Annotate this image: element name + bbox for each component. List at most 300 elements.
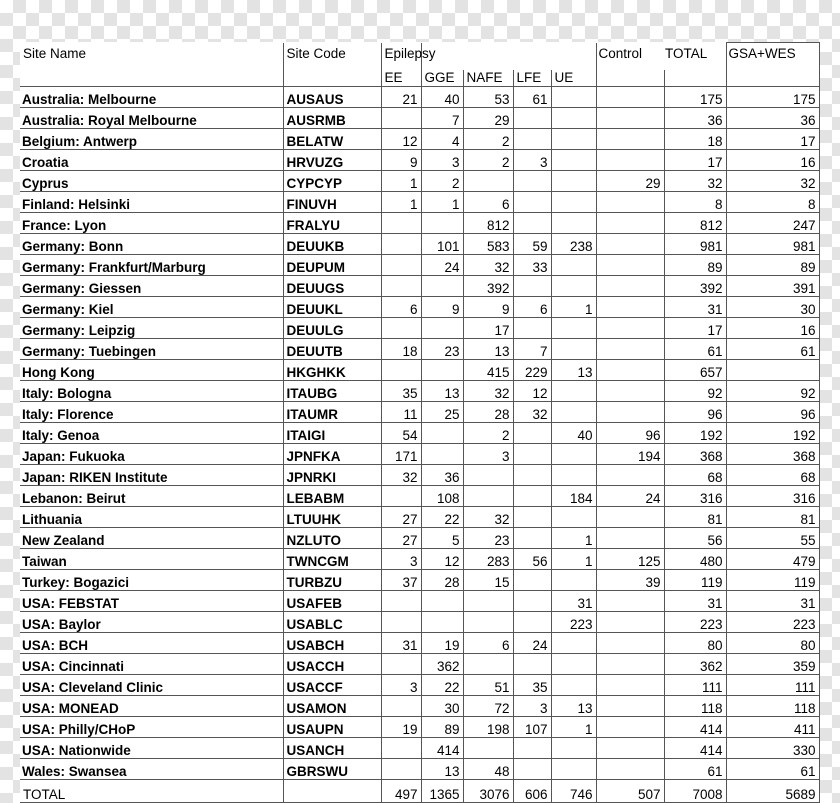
gsa-wes-cell: 32 <box>726 171 819 192</box>
ue-cell <box>551 276 596 297</box>
lfe-cell: 33 <box>513 255 551 276</box>
ue-cell <box>551 402 596 423</box>
header-control: Control <box>598 45 643 61</box>
ee-cell: 171 <box>381 444 421 465</box>
control-cell: 24 <box>596 486 664 507</box>
site-name-cell: Turkey: Bogazici <box>20 570 283 591</box>
ee-cell <box>381 486 421 507</box>
lfe-cell: 3 <box>513 696 551 717</box>
table-row <box>20 108 819 129</box>
control-cell <box>596 276 664 297</box>
table-row <box>20 360 819 381</box>
site-name-cell: Belgium: Antwerp <box>20 129 283 150</box>
sites-table-sheet <box>20 42 819 803</box>
total-cell: 192 <box>664 423 726 444</box>
lfe-cell <box>513 108 551 129</box>
total-cell: 981 <box>664 234 726 255</box>
site-name-cell: Japan: RIKEN Institute <box>20 465 283 486</box>
control-cell <box>596 717 664 738</box>
ue-cell: 1 <box>551 717 596 738</box>
ee-cell <box>381 255 421 276</box>
ue-cell: 31 <box>551 591 596 612</box>
gge-cell: 36 <box>421 465 463 486</box>
table-row <box>20 465 819 486</box>
lfe-cell <box>513 192 551 213</box>
nafe-cell: 23 <box>463 528 513 549</box>
total-cell: 61 <box>664 759 726 780</box>
control-cell <box>596 192 664 213</box>
ee-cell: 32 <box>381 465 421 486</box>
table-row <box>20 591 819 612</box>
nafe-cell: 198 <box>463 717 513 738</box>
nafe-cell: 28 <box>463 402 513 423</box>
ee-cell: 21 <box>381 87 421 108</box>
control-cell <box>596 591 664 612</box>
control-cell <box>596 654 664 675</box>
gsa-wes-cell: 111 <box>726 675 819 696</box>
ue-cell <box>551 171 596 192</box>
site-code-cell: USABLC <box>283 612 381 633</box>
site-code-cell: DEUUKL <box>283 297 381 318</box>
table-row <box>20 507 819 528</box>
ue-cell <box>551 339 596 360</box>
gsa-wes-cell: 92 <box>726 381 819 402</box>
subheader-blank <box>726 70 819 87</box>
subheader-gge: GGE <box>421 70 463 87</box>
ee-cell: 31 <box>381 633 421 654</box>
control-cell <box>596 528 664 549</box>
gge-cell: 1 <box>421 192 463 213</box>
site-code-cell: TURBZU <box>283 570 381 591</box>
ue-cell: 238 <box>551 234 596 255</box>
lfe-cell: 56 <box>513 549 551 570</box>
nafe-cell: 51 <box>463 675 513 696</box>
subheader-row <box>20 70 819 87</box>
site-code-cell: JPNFKA <box>283 444 381 465</box>
gge-cell: 89 <box>421 717 463 738</box>
ee-cell <box>381 759 421 780</box>
total-cell: 31 <box>664 591 726 612</box>
lfe-cell <box>513 465 551 486</box>
control-cell <box>596 612 664 633</box>
table-row <box>20 738 819 759</box>
total-cell: 81 <box>664 507 726 528</box>
gge-cell <box>421 423 463 444</box>
site-code-cell: GBRSWU <box>283 759 381 780</box>
header-gsa-wes: GSA+WES <box>726 43 819 71</box>
control-cell <box>596 213 664 234</box>
ee-cell <box>381 654 421 675</box>
gsa-wes-cell: 68 <box>726 465 819 486</box>
ee-cell <box>381 318 421 339</box>
total-gsa-wes-cell: 5689 <box>726 780 819 803</box>
site-name-cell: Italy: Florence <box>20 402 283 423</box>
lfe-cell <box>513 654 551 675</box>
ue-cell <box>551 633 596 654</box>
ee-cell: 11 <box>381 402 421 423</box>
nafe-cell: 583 <box>463 234 513 255</box>
site-code-cell: HRVUZG <box>283 150 381 171</box>
ue-cell <box>551 465 596 486</box>
gsa-wes-cell <box>726 360 819 381</box>
gge-cell: 30 <box>421 696 463 717</box>
nafe-cell: 32 <box>463 381 513 402</box>
gsa-wes-cell: 80 <box>726 633 819 654</box>
site-code-cell: USANCH <box>283 738 381 759</box>
ue-cell: 1 <box>551 528 596 549</box>
gge-cell: 7 <box>421 108 463 129</box>
lfe-cell: 12 <box>513 381 551 402</box>
total-cell: 223 <box>664 612 726 633</box>
gge-cell: 4 <box>421 129 463 150</box>
total-cell: 17 <box>664 150 726 171</box>
total-gge-cell: 1365 <box>421 780 463 803</box>
site-name-cell: Italy: Genoa <box>20 423 283 444</box>
nafe-cell <box>463 654 513 675</box>
total-cell: 480 <box>664 549 726 570</box>
nafe-cell <box>463 171 513 192</box>
nafe-cell <box>463 612 513 633</box>
gsa-wes-cell: 61 <box>726 759 819 780</box>
total-site-code-cell <box>283 780 381 803</box>
total-control-cell: 507 <box>596 780 664 803</box>
site-name-cell: Cyprus <box>20 171 283 192</box>
header-total: TOTAL <box>664 43 726 71</box>
table-row <box>20 234 819 255</box>
site-code-cell: DEUUTB <box>283 339 381 360</box>
lfe-cell <box>513 570 551 591</box>
site-code-cell: DEUULG <box>283 318 381 339</box>
gsa-wes-cell: 119 <box>726 570 819 591</box>
control-cell <box>596 507 664 528</box>
header-blank <box>513 43 551 71</box>
header-blank <box>463 43 513 71</box>
site-name-cell: Lebanon: Beirut <box>20 486 283 507</box>
ue-cell <box>551 213 596 234</box>
nafe-cell: 17 <box>463 318 513 339</box>
site-code-cell: JPNRKI <box>283 465 381 486</box>
site-name-cell: USA: MONEAD <box>20 696 283 717</box>
site-code-cell: USABCH <box>283 633 381 654</box>
table-row <box>20 381 819 402</box>
gge-cell <box>421 213 463 234</box>
site-name-cell: USA: Philly/CHoP <box>20 717 283 738</box>
ee-cell: 27 <box>381 507 421 528</box>
ue-cell <box>551 675 596 696</box>
total-cell: 368 <box>664 444 726 465</box>
site-name-cell: Australia: Royal Melbourne <box>20 108 283 129</box>
ee-cell <box>381 213 421 234</box>
lfe-cell <box>513 213 551 234</box>
gsa-wes-cell: 368 <box>726 444 819 465</box>
subheader-blank <box>596 70 664 87</box>
table-row <box>20 696 819 717</box>
table-row <box>20 633 819 654</box>
sites-table <box>20 42 820 803</box>
gsa-wes-cell: 61 <box>726 339 819 360</box>
site-code-cell: USACCH <box>283 654 381 675</box>
gsa-wes-cell: 16 <box>726 318 819 339</box>
gge-cell: 2 <box>421 171 463 192</box>
total-cell: 657 <box>664 360 726 381</box>
gge-cell: 25 <box>421 402 463 423</box>
ue-cell: 40 <box>551 423 596 444</box>
gsa-wes-cell: 391 <box>726 276 819 297</box>
ue-cell <box>551 759 596 780</box>
header-epilepsy-cell <box>381 43 436 71</box>
ee-cell: 54 <box>381 423 421 444</box>
nafe-cell: 6 <box>463 633 513 654</box>
gge-cell: 3 <box>421 150 463 171</box>
site-name-cell: Japan: Fukuoka <box>20 444 283 465</box>
gsa-wes-cell: 247 <box>726 213 819 234</box>
lfe-cell <box>513 528 551 549</box>
ee-cell: 9 <box>381 150 421 171</box>
nafe-cell: 283 <box>463 549 513 570</box>
total-cell: 414 <box>664 738 726 759</box>
control-cell <box>596 381 664 402</box>
ee-cell <box>381 738 421 759</box>
gge-cell <box>421 276 463 297</box>
nafe-cell <box>463 591 513 612</box>
site-name-cell: Finland: Helsinki <box>20 192 283 213</box>
total-cell: 96 <box>664 402 726 423</box>
gsa-wes-cell: 223 <box>726 612 819 633</box>
gge-cell: 13 <box>421 381 463 402</box>
total-lfe-cell: 606 <box>513 780 551 803</box>
nafe-cell: 2 <box>463 150 513 171</box>
lfe-cell: 61 <box>513 87 551 108</box>
total-cell: 32 <box>664 171 726 192</box>
site-name-cell: France: Lyon <box>20 213 283 234</box>
table-row <box>20 444 819 465</box>
ee-cell <box>381 612 421 633</box>
site-name-cell: Germany: Bonn <box>20 234 283 255</box>
lfe-cell: 229 <box>513 360 551 381</box>
gsa-wes-cell: 89 <box>726 255 819 276</box>
lfe-cell: 35 <box>513 675 551 696</box>
total-cell: 17 <box>664 318 726 339</box>
gsa-wes-cell: 192 <box>726 423 819 444</box>
nafe-cell <box>463 486 513 507</box>
table-row <box>20 150 819 171</box>
control-cell <box>596 738 664 759</box>
table-row <box>20 528 819 549</box>
site-code-cell: USAMON <box>283 696 381 717</box>
ee-cell: 19 <box>381 717 421 738</box>
gsa-wes-cell: 981 <box>726 234 819 255</box>
site-name-cell: New Zealand <box>20 528 283 549</box>
control-cell <box>596 108 664 129</box>
site-name-cell: Hong Kong <box>20 360 283 381</box>
total-nafe-cell: 3076 <box>463 780 513 803</box>
gge-cell: 28 <box>421 570 463 591</box>
subheader-nafe: NAFE <box>463 70 513 87</box>
site-name-cell: Germany: Kiel <box>20 297 283 318</box>
control-cell: 194 <box>596 444 664 465</box>
control-cell <box>596 465 664 486</box>
table-row <box>20 612 819 633</box>
site-code-cell: USACCF <box>283 675 381 696</box>
site-code-cell: FINUVH <box>283 192 381 213</box>
total-row <box>20 780 819 803</box>
nafe-cell: 32 <box>463 255 513 276</box>
header-blank <box>551 43 596 71</box>
lfe-cell <box>513 318 551 339</box>
nafe-cell: 6 <box>463 192 513 213</box>
table-row <box>20 402 819 423</box>
total-cell: 89 <box>664 255 726 276</box>
site-code-cell: AUSRMB <box>283 108 381 129</box>
site-name-cell: USA: Baylor <box>20 612 283 633</box>
site-code-cell: ITAIGI <box>283 423 381 444</box>
gge-cell <box>421 591 463 612</box>
control-cell: 96 <box>596 423 664 444</box>
gge-cell: 22 <box>421 675 463 696</box>
nafe-cell: 29 <box>463 108 513 129</box>
gsa-wes-cell: 330 <box>726 738 819 759</box>
gge-cell: 101 <box>421 234 463 255</box>
table-row <box>20 654 819 675</box>
gge-cell: 13 <box>421 759 463 780</box>
control-cell <box>596 339 664 360</box>
table-row <box>20 717 819 738</box>
gge-cell: 414 <box>421 738 463 759</box>
lfe-cell: 24 <box>513 633 551 654</box>
lfe-cell <box>513 444 551 465</box>
nafe-cell: 3 <box>463 444 513 465</box>
table-row <box>20 213 819 234</box>
header-site-name: Site Name <box>20 43 283 71</box>
site-code-cell: NZLUTO <box>283 528 381 549</box>
control-cell <box>596 255 664 276</box>
ue-cell: 1 <box>551 297 596 318</box>
gge-cell <box>421 318 463 339</box>
total-cell: 812 <box>664 213 726 234</box>
gge-cell <box>421 360 463 381</box>
ee-cell <box>381 591 421 612</box>
subheader-ee: EE <box>381 70 421 87</box>
ue-cell <box>551 87 596 108</box>
site-code-cell: USAFEB <box>283 591 381 612</box>
nafe-cell: 32 <box>463 507 513 528</box>
total-site-name-cell: TOTAL <box>20 780 283 803</box>
ue-cell <box>551 129 596 150</box>
nafe-cell: 2 <box>463 129 513 150</box>
control-cell: 39 <box>596 570 664 591</box>
site-name-cell: Wales: Swansea <box>20 759 283 780</box>
ee-cell: 18 <box>381 339 421 360</box>
control-cell <box>596 696 664 717</box>
total-cell: 31 <box>664 297 726 318</box>
control-cell: 29 <box>596 171 664 192</box>
lfe-cell <box>513 591 551 612</box>
table-row <box>20 297 819 318</box>
gsa-wes-cell: 359 <box>726 654 819 675</box>
ue-cell <box>551 507 596 528</box>
lfe-cell <box>513 171 551 192</box>
site-code-cell: HKGHKK <box>283 360 381 381</box>
gsa-wes-cell: 411 <box>726 717 819 738</box>
total-cell: 362 <box>664 654 726 675</box>
gsa-wes-cell: 17 <box>726 129 819 150</box>
nafe-cell: 48 <box>463 759 513 780</box>
ee-cell: 1 <box>381 171 421 192</box>
header-row <box>20 43 819 71</box>
gge-cell <box>421 444 463 465</box>
subheader-lfe: LFE <box>513 70 551 87</box>
ee-cell <box>381 276 421 297</box>
total-cell: 68 <box>664 465 726 486</box>
table-row <box>20 129 819 150</box>
site-code-cell: BELATW <box>283 129 381 150</box>
total-cell: 18 <box>664 129 726 150</box>
nafe-cell: 2 <box>463 423 513 444</box>
site-code-cell: DEUPUM <box>283 255 381 276</box>
total-cell: 36 <box>664 108 726 129</box>
control-cell <box>596 402 664 423</box>
site-name-cell: Germany: Frankfurt/Marburg <box>20 255 283 276</box>
lfe-cell: 107 <box>513 717 551 738</box>
nafe-cell: 53 <box>463 87 513 108</box>
total-cell: 118 <box>664 696 726 717</box>
nafe-cell <box>463 738 513 759</box>
site-name-cell: Germany: Tuebingen <box>20 339 283 360</box>
ue-cell: 223 <box>551 612 596 633</box>
gsa-wes-cell: 36 <box>726 108 819 129</box>
table-row <box>20 339 819 360</box>
lfe-cell: 3 <box>513 150 551 171</box>
total-cell: 61 <box>664 339 726 360</box>
control-cell <box>596 633 664 654</box>
header-epilepsy: Epilepsy <box>384 45 436 61</box>
subheader-blank <box>664 70 726 87</box>
ue-cell <box>551 444 596 465</box>
table-row <box>20 423 819 444</box>
gge-cell <box>421 612 463 633</box>
site-name-cell: Australia: Melbourne <box>20 87 283 108</box>
lfe-cell <box>513 507 551 528</box>
site-code-cell: USAUPN <box>283 717 381 738</box>
gge-cell: 19 <box>421 633 463 654</box>
lfe-cell: 32 <box>513 402 551 423</box>
lfe-cell <box>513 276 551 297</box>
subheader-ue: UE <box>551 70 596 87</box>
site-code-cell: CYPCYP <box>283 171 381 192</box>
control-cell <box>596 150 664 171</box>
total-cell: 119 <box>664 570 726 591</box>
total-cell: 414 <box>664 717 726 738</box>
total-cell: 111 <box>664 675 726 696</box>
lfe-cell: 7 <box>513 339 551 360</box>
ue-cell <box>551 381 596 402</box>
control-cell <box>596 129 664 150</box>
gsa-wes-cell: 479 <box>726 549 819 570</box>
lfe-cell: 6 <box>513 297 551 318</box>
table-row <box>20 276 819 297</box>
total-cell: 56 <box>664 528 726 549</box>
site-name-cell: USA: Nationwide <box>20 738 283 759</box>
nafe-cell: 72 <box>463 696 513 717</box>
site-name-cell: USA: BCH <box>20 633 283 654</box>
gge-cell: 9 <box>421 297 463 318</box>
header-site-code: Site Code <box>283 43 381 71</box>
control-cell: 125 <box>596 549 664 570</box>
nafe-cell: 9 <box>463 297 513 318</box>
table-row <box>20 192 819 213</box>
lfe-cell <box>513 129 551 150</box>
total-total-cell: 7008 <box>664 780 726 803</box>
